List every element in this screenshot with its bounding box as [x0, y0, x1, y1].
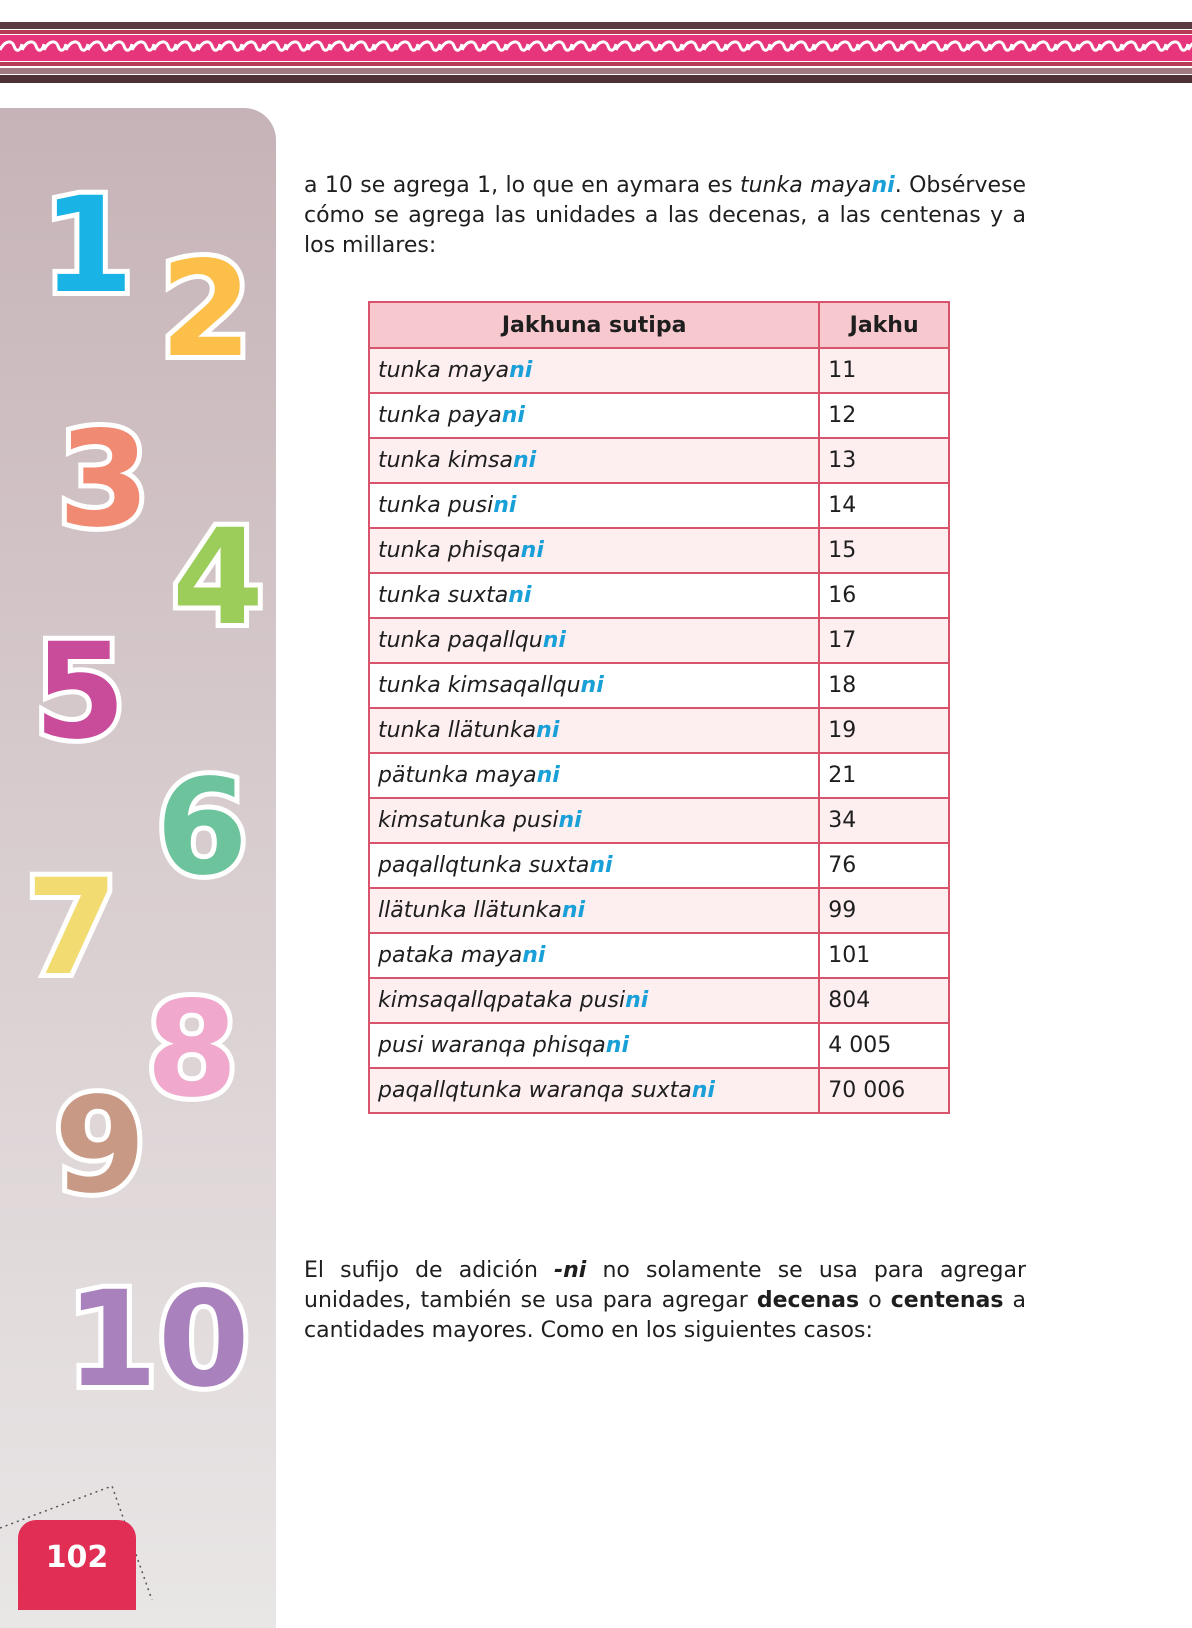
table-row	[369, 708, 949, 753]
table-row	[369, 933, 949, 978]
number-name-stem: tunka paya	[378, 403, 502, 428]
table-row	[369, 1068, 949, 1113]
table-row	[369, 663, 949, 708]
number-name-stem: kimsatunka pusi	[378, 808, 559, 833]
intro-text-2: . Obsérvese cómo se agrega las unidades a las decenas, a las centenas y a los millares:	[304, 173, 1026, 258]
decorative-digit-text: 4	[172, 501, 264, 655]
number-name-suffix: ni	[589, 853, 613, 878]
number-name-stem: tunka pusi	[378, 493, 494, 518]
number-value: 4 005	[819, 1023, 949, 1068]
table-row	[369, 438, 949, 483]
intro-text-1: a 10 se agrega 1, lo que en aymara es	[304, 173, 740, 198]
number-value: 12	[819, 393, 949, 438]
number-name	[369, 348, 819, 393]
table-row	[369, 573, 949, 618]
number-name-suffix: ni	[520, 538, 544, 563]
number-value: 70 006	[819, 1068, 949, 1113]
wave-pattern-icon	[0, 38, 1192, 58]
number-name-stem: pusi waranqa phisqa	[378, 1033, 606, 1058]
table-row	[369, 528, 949, 573]
table-header-row	[369, 302, 949, 348]
number-value: 101	[819, 933, 949, 978]
header-number: Jakhu	[819, 302, 949, 348]
number-value: 13	[819, 438, 949, 483]
number-name	[369, 708, 819, 753]
number-name-stem: pätunka maya	[378, 763, 537, 788]
term-decenas: decenas	[756, 1288, 860, 1313]
table-row	[369, 483, 949, 528]
table-row	[369, 753, 949, 798]
number-name	[369, 1023, 819, 1068]
table-row	[369, 1023, 949, 1068]
number-name-suffix: ni	[536, 718, 560, 743]
number-name	[369, 483, 819, 528]
number-value: 21	[819, 753, 949, 798]
number-name	[369, 528, 819, 573]
decorative-digit	[42, 169, 134, 323]
closing-text-2: no solamente se usa para agregar unidades, también se usa para agregar	[304, 1258, 1026, 1313]
number-name-suffix: ni	[536, 763, 560, 788]
header-name: Jakhuna sutipa	[369, 302, 819, 348]
number-name-stem: kimsaqallqpataka pusi	[378, 988, 626, 1013]
number-name	[369, 618, 819, 663]
closing-text-4: a cantidades mayores. Como en los siguientes casos:	[304, 1288, 1027, 1343]
header-band	[0, 22, 1192, 84]
table-row	[369, 888, 949, 933]
number-value: 18	[819, 663, 949, 708]
number-name	[369, 843, 819, 888]
number-name	[369, 888, 819, 933]
number-name	[369, 663, 819, 708]
number-name-stem: tunka paqallqu	[378, 628, 543, 653]
decorative-digit-text: 5	[34, 615, 126, 769]
decorative-digit-text: 3	[58, 403, 150, 557]
number-name-stem: pataka maya	[378, 943, 523, 968]
decorative-digit-text: 8	[146, 973, 238, 1127]
decorative-digit	[160, 233, 252, 387]
number-name-stem: paqallqtunka suxta	[378, 853, 590, 878]
decorative-digit-text: 7	[26, 851, 118, 1005]
number-value: 16	[819, 573, 949, 618]
suffix-term: -ni	[554, 1258, 587, 1283]
closing-paragraph	[304, 1256, 1026, 1346]
number-name-suffix: ni	[509, 358, 533, 383]
decorative-digit	[172, 501, 264, 655]
number-name-stem: tunka kimsaqallqu	[378, 673, 581, 698]
number-name	[369, 393, 819, 438]
number-name	[369, 933, 819, 978]
number-name	[369, 798, 819, 843]
number-name-suffix: ni	[691, 1078, 715, 1103]
number-names-table	[368, 301, 950, 1114]
number-name-stem: tunka suxta	[378, 583, 509, 608]
number-value: 14	[819, 483, 949, 528]
decorative-digit	[54, 1069, 146, 1223]
number-name-stem: tunka phisqa	[378, 538, 521, 563]
table-row	[369, 348, 949, 393]
number-value: 76	[819, 843, 949, 888]
number-name	[369, 753, 819, 798]
number-name-suffix: ni	[493, 493, 517, 518]
table-row	[369, 843, 949, 888]
number-name	[369, 978, 819, 1023]
number-name-suffix: ni	[625, 988, 649, 1013]
number-name-stem: tunka llätunka	[378, 718, 537, 743]
decorative-digit	[66, 1263, 250, 1417]
number-name-stem: llätunka llätunka	[378, 898, 562, 923]
number-name-stem: tunka kimsa	[378, 448, 513, 473]
number-value: 11	[819, 348, 949, 393]
table-row	[369, 798, 949, 843]
decorative-digit-text: 10	[66, 1263, 250, 1417]
decorative-digit	[34, 615, 126, 769]
number-name-suffix: ni	[558, 808, 582, 833]
table-row	[369, 393, 949, 438]
intro-example	[740, 173, 895, 198]
decorative-digit	[156, 751, 248, 905]
number-name-suffix: ni	[605, 1033, 629, 1058]
decorative-digit	[146, 973, 238, 1127]
table-row	[369, 978, 949, 1023]
intro-paragraph	[304, 171, 1026, 261]
number-name-stem: tunka maya	[378, 358, 510, 383]
decorative-digit-text: 6	[156, 751, 248, 905]
number-name-suffix: ni	[580, 673, 604, 698]
number-name-stem: paqallqtunka waranqa suxta	[378, 1078, 692, 1103]
number-name-suffix: ni	[508, 583, 532, 608]
number-name-suffix: ni	[561, 898, 586, 923]
decorative-digit	[58, 403, 150, 557]
number-name	[369, 1068, 819, 1113]
number-name	[369, 438, 819, 483]
number-value: 15	[819, 528, 949, 573]
decorative-digit-text: 2	[160, 233, 252, 387]
intro-example-stem: tunka maya	[739, 173, 872, 198]
number-name-suffix: ni	[501, 403, 525, 428]
decorative-digit	[26, 851, 118, 1005]
number-value: 17	[819, 618, 949, 663]
page-number: 102	[45, 1540, 109, 1575]
decorative-digit-text: 9	[54, 1069, 146, 1223]
number-value: 34	[819, 798, 949, 843]
number-value: 99	[819, 888, 949, 933]
intro-example-suffix: ni	[871, 173, 895, 198]
number-value: 19	[819, 708, 949, 753]
term-centenas: centenas	[890, 1288, 1004, 1313]
number-name-suffix: ni	[512, 448, 537, 473]
closing-text-1: El sufijo de adición	[304, 1258, 555, 1283]
number-value: 804	[819, 978, 949, 1023]
closing-text-3: o	[859, 1288, 891, 1313]
number-name-suffix: ni	[522, 943, 546, 968]
decorative-digit-text: 1	[42, 169, 134, 323]
number-name	[369, 573, 819, 618]
table-row	[369, 618, 949, 663]
number-name-suffix: ni	[542, 628, 566, 653]
